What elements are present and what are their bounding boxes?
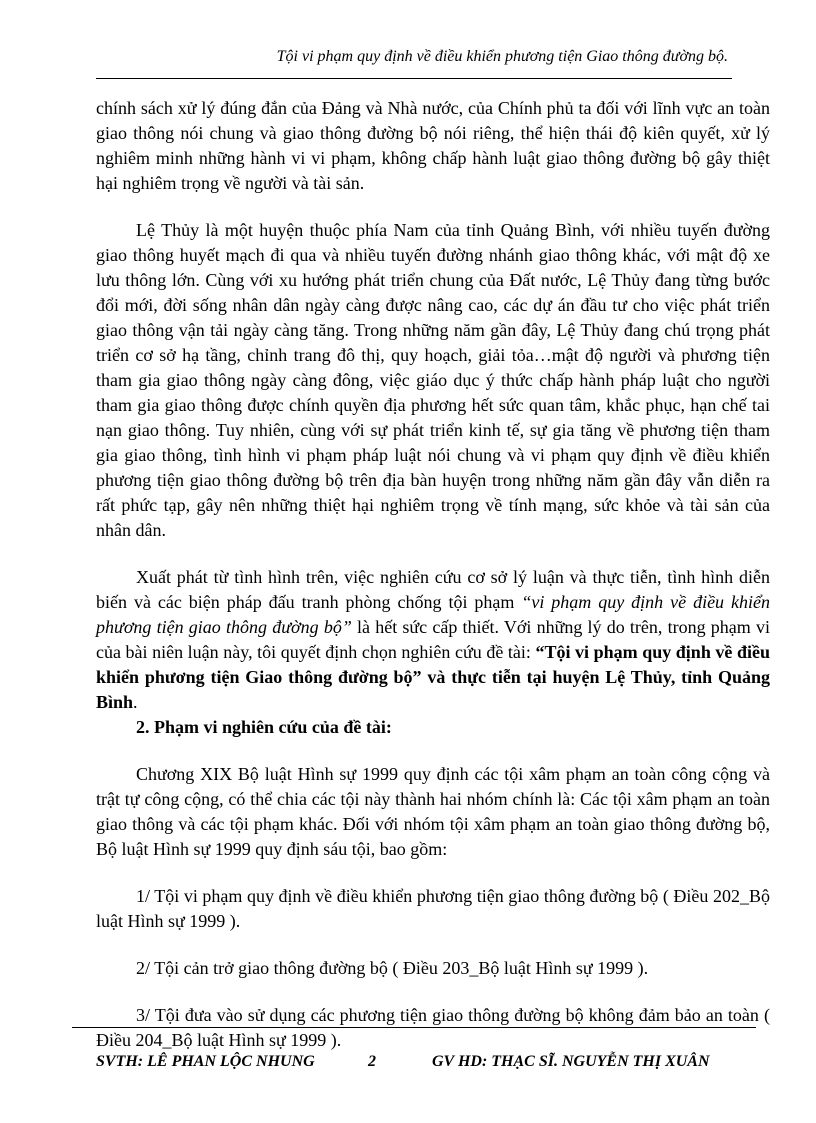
running-header: Tội vi phạm quy định về điều khiển phương tiện Giao thông đường bộ. [276, 48, 728, 65]
italic-quote: “vi phạm quy định về điều khiển phương tiện giao thông đường bộ” [96, 592, 770, 637]
list-item: 3/ Tội đưa vào sử dụng các phương tiện giao thông đường bộ không đảm bảo an toàn ( Điều 204_Bộ luật Hình sự 1999 ). [96, 1005, 770, 1050]
text-run: là hết sức cấp thiết. Với những lý do trên, trong phạm vi của bài niên luận này, tôi quyết định chọn nghiên cứu đề tài: [96, 617, 770, 662]
section-heading: 2. Phạm vi nghiên cứu của đề tài: [136, 717, 392, 737]
text-run: Xuất phát từ tình hình trên, việc nghiên cứu cơ sở lý luận và thực tiễn, tình hình diễn biến và các biện pháp đấu tranh phòng chống tội phạm [96, 567, 770, 612]
paragraph-le-thuy: Lệ Thủy là một huyện thuộc phía Nam của tỉnh Quảng Bình, với nhiều tuyến đường giao thông huyết mạch đi qua và nhiều tuyến đường nhánh giao thông khác, với mật độ xe lưu thông lớn. Cùng với xu hướng phát triển chung của Đất nước, Lệ Thủy đang từng bước đổi mới, đời sống nhân dân ngày càng được nâng cao, các dự án đầu tư cho việc phát triển giao thông vận tải ngày càng tăng. Trong những năm gần đây, Lệ Thủy đang chú trọng phát triển cơ sở hạ tầng, chỉnh trang đô thị, quy hoạch, giải tỏa…mật độ người và phương tiện tham gia giao thông ngày càng đông, việc giáo dục ý thức chấp hành pháp luật cho người tham gia giao thông được chính quyền địa phương hết sức quan tâm, khắc phục, hạn chế tai nạn giao thông. Tuy nhiên, cùng với sự phát triển kinh tế, sự gia tăng về phương tiện tham gia giao thông, tình hình vi phạm pháp luật nói chung và vi phạm quy định về điều khiển phương tiện giao thông đường bộ trên địa bàn huyện trong những năm gần đây vẫn diễn ra rất phức tạp, gây nên những thiệt hại nghiêm trọng về tính mạng, sức khỏe và tài sản của nhân dân. [96, 220, 770, 540]
text-run: . [133, 692, 138, 712]
paragraph-scope: Chương XIX Bộ luật Hình sự 1999 quy định các tội xâm phạm an toàn công cộng và trật tự công cộng, có thể chia các tội này thành hai nhóm chính là: Các tội xâm phạm an toàn giao thông và các tội phạm khác. Đối với nhóm tội xâm phạm an toàn giao thông đường bộ, Bộ luật Hình sự 1999 quy định sáu tội, bao gồm: [96, 764, 770, 859]
header-divider [96, 78, 732, 79]
paragraph-continuation: chính sách xử lý đúng đắn của Đảng và Nhà nước, của Chính phủ ta đối với lĩnh vực an toàn giao thông nói chung và giao thông đường bộ nói riêng, thể hiện thái độ kiên quyết, xử lý nghiêm minh những hành vi vi phạm, không chấp hành luật giao thông đường bộ gây thiệt hại nghiêm trọng về người và tài sản. [96, 98, 770, 193]
footer-divider [72, 1027, 756, 1028]
advisor-name: GV HD: THẠC SĨ. NGUYỄN THỊ XUÂN [432, 1053, 710, 1070]
page-number: 2 [368, 1053, 376, 1070]
thesis-title: “Tội vi phạm quy định về điều khiển phương tiện Giao thông đường bộ” và thực tiễn tại huyện Lệ Thủy, tỉnh Quảng Bình [96, 642, 770, 712]
paragraph-topic-selection [96, 565, 770, 715]
student-name: SVTH: LÊ PHAN LỘC NHUNG [96, 1053, 315, 1070]
list-item: 2/ Tội cản trở giao thông đường bộ ( Điều 203_Bộ luật Hình sự 1999 ). [136, 958, 649, 978]
document-body [96, 96, 770, 1053]
list-item: 1/ Tội vi phạm quy định về điều khiển phương tiện giao thông đường bộ ( Điều 202_Bộ luật Hình sự 1999 ). [96, 886, 770, 931]
